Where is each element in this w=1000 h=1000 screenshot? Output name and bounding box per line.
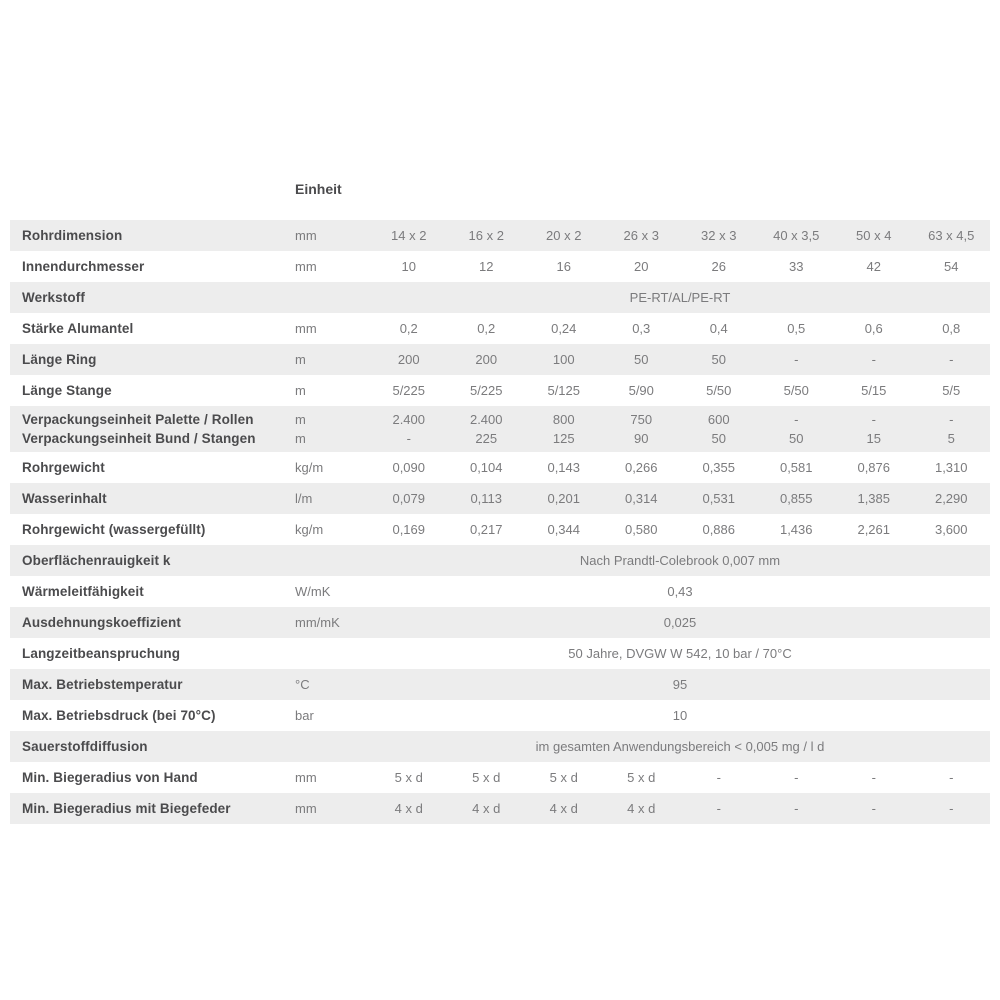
table-row bbox=[10, 282, 990, 313]
value-cell: - bbox=[794, 770, 799, 785]
value-cell: 200 bbox=[397, 352, 420, 367]
value-cell: 0,266 bbox=[624, 460, 658, 475]
value-cell: 0,104 bbox=[469, 460, 503, 475]
row-unit: mm/mK bbox=[295, 615, 340, 630]
row-unit: mm bbox=[295, 228, 317, 243]
value-cell bbox=[525, 406, 603, 452]
row-label: Stärke Alumantel bbox=[22, 321, 134, 336]
value-cell: 0,2 bbox=[399, 321, 418, 336]
value-cell: 0,24 bbox=[551, 321, 577, 336]
table-row bbox=[10, 220, 990, 251]
row-unit bbox=[285, 406, 370, 452]
value-cell bbox=[913, 406, 991, 452]
row-label: Länge Stange bbox=[22, 383, 112, 398]
table-row bbox=[10, 545, 990, 576]
table-row bbox=[10, 483, 990, 514]
value-cell: 0,344 bbox=[547, 522, 581, 537]
value-cell bbox=[448, 406, 526, 452]
value-cell: 100 bbox=[552, 352, 575, 367]
value-cell: 20 x 2 bbox=[546, 228, 582, 243]
row-label: Rohrgewicht bbox=[22, 460, 105, 475]
table-row bbox=[10, 251, 990, 282]
row-label: Oberflächenrauigkeit k bbox=[22, 553, 171, 568]
value-cell: 0,169 bbox=[392, 522, 426, 537]
value-cell: 0,531 bbox=[702, 491, 736, 506]
value-cell: 26 bbox=[711, 259, 726, 274]
row-unit bbox=[285, 638, 370, 669]
value-cell: 1,310 bbox=[934, 460, 968, 475]
value-cell: - bbox=[716, 801, 721, 816]
value-cell: 1,385 bbox=[857, 491, 891, 506]
row-unit bbox=[285, 282, 370, 313]
value-cell: 54 bbox=[944, 259, 959, 274]
row-unit: mm bbox=[295, 770, 317, 785]
row-label: Ausdehnungskoeffizient bbox=[22, 615, 181, 630]
spec-table bbox=[10, 220, 990, 824]
value-line: 225 bbox=[475, 431, 498, 446]
value-cell: 5/50 bbox=[706, 383, 732, 398]
value-cell: 5 x d bbox=[394, 770, 423, 785]
row-label-line: Verpackungseinheit Palette / Rollen bbox=[22, 412, 254, 427]
row-label: Wärmeleitfähigkeit bbox=[22, 584, 144, 599]
value-cell: 0,079 bbox=[392, 491, 426, 506]
value-line: - bbox=[406, 431, 411, 446]
table-row bbox=[10, 344, 990, 375]
row-label: Rohrgewicht (wassergefüllt) bbox=[22, 522, 206, 537]
value-cell: 5/50 bbox=[783, 383, 809, 398]
table-row bbox=[10, 375, 990, 406]
value-cell: 0,580 bbox=[624, 522, 658, 537]
value-cell: 50 x 4 bbox=[856, 228, 892, 243]
table-row bbox=[10, 406, 990, 452]
value-cell: 32 x 3 bbox=[701, 228, 737, 243]
span-value-cell: 10 bbox=[672, 708, 688, 723]
value-line: - bbox=[871, 412, 876, 427]
value-cell: 0,886 bbox=[702, 522, 736, 537]
row-label: Länge Ring bbox=[22, 352, 97, 367]
value-cell bbox=[603, 406, 681, 452]
value-cell: 5/225 bbox=[392, 383, 426, 398]
value-cell: - bbox=[949, 770, 954, 785]
value-cell: 0,581 bbox=[779, 460, 813, 475]
value-cell: 0,855 bbox=[779, 491, 813, 506]
row-label: Wasserinhalt bbox=[22, 491, 107, 506]
table-row bbox=[10, 762, 990, 793]
row-label: Werkstoff bbox=[22, 290, 85, 305]
value-cell: 5/90 bbox=[628, 383, 654, 398]
table-row bbox=[10, 514, 990, 545]
value-line: 5 bbox=[947, 431, 955, 446]
row-label-line: Verpackungseinheit Bund / Stangen bbox=[22, 431, 256, 446]
value-cell: 1,436 bbox=[779, 522, 813, 537]
row-unit: l/m bbox=[295, 491, 313, 506]
row-unit-line: m bbox=[295, 431, 306, 446]
value-cell: 5 x d bbox=[549, 770, 578, 785]
value-cell: 0,2 bbox=[477, 321, 496, 336]
table-row bbox=[10, 793, 990, 824]
value-line: - bbox=[949, 412, 954, 427]
value-line: 90 bbox=[634, 431, 649, 446]
value-cell: - bbox=[794, 801, 799, 816]
table-row bbox=[10, 731, 990, 762]
value-cell: 0,201 bbox=[547, 491, 581, 506]
table-row bbox=[10, 576, 990, 607]
value-cell: - bbox=[716, 770, 721, 785]
value-cell: 4 x d bbox=[627, 801, 656, 816]
value-cell: 4 x d bbox=[394, 801, 423, 816]
value-line: 2.400 bbox=[469, 412, 503, 427]
row-unit bbox=[285, 545, 370, 576]
value-cell: 0,876 bbox=[857, 460, 891, 475]
value-cell bbox=[835, 406, 913, 452]
value-cell: 0,090 bbox=[392, 460, 426, 475]
value-cell: 26 x 3 bbox=[623, 228, 659, 243]
value-line: 125 bbox=[552, 431, 575, 446]
value-cell: 16 bbox=[556, 259, 571, 274]
row-label: Innendurchmesser bbox=[22, 259, 145, 274]
row-label: Min. Biegeradius von Hand bbox=[22, 770, 198, 785]
span-value-cell: im gesamten Anwendungsbereich < 0,005 mg / l d bbox=[535, 739, 825, 754]
value-cell: - bbox=[794, 352, 799, 367]
span-value-cell: 0,025 bbox=[663, 615, 697, 630]
value-cell: 0,6 bbox=[864, 321, 883, 336]
table-row bbox=[10, 700, 990, 731]
table-row bbox=[10, 607, 990, 638]
value-line: 2.400 bbox=[392, 412, 426, 427]
row-unit: mm bbox=[295, 801, 317, 816]
value-cell: 33 bbox=[789, 259, 804, 274]
value-line: 800 bbox=[552, 412, 575, 427]
row-unit: bar bbox=[295, 708, 314, 723]
row-label: Max. Betriebsdruck (bei 70°C) bbox=[22, 708, 216, 723]
value-cell bbox=[758, 406, 836, 452]
row-unit: W/mK bbox=[295, 584, 331, 599]
value-cell: - bbox=[871, 770, 876, 785]
table-row bbox=[10, 638, 990, 669]
value-cell: 50 bbox=[634, 352, 649, 367]
row-unit: kg/m bbox=[295, 522, 324, 537]
value-cell: 0,355 bbox=[702, 460, 736, 475]
value-cell bbox=[370, 406, 448, 452]
row-unit: m bbox=[295, 383, 306, 398]
value-cell: 10 bbox=[401, 259, 416, 274]
row-unit: mm bbox=[295, 321, 317, 336]
value-cell: 14 x 2 bbox=[391, 228, 427, 243]
value-cell: 2,290 bbox=[934, 491, 968, 506]
row-label: Min. Biegeradius mit Biegefeder bbox=[22, 801, 231, 816]
value-cell: 4 x d bbox=[472, 801, 501, 816]
value-cell: - bbox=[949, 801, 954, 816]
table-row bbox=[10, 669, 990, 700]
value-cell: 16 x 2 bbox=[468, 228, 504, 243]
value-cell bbox=[680, 406, 758, 452]
value-cell: 42 bbox=[866, 259, 881, 274]
value-cell: 0,143 bbox=[547, 460, 581, 475]
row-unit bbox=[285, 731, 370, 762]
row-unit-line: m bbox=[295, 412, 306, 427]
value-cell: 5/225 bbox=[469, 383, 503, 398]
value-cell: 5/15 bbox=[861, 383, 887, 398]
row-label bbox=[10, 406, 285, 452]
span-value-cell: 95 bbox=[672, 677, 688, 692]
span-value-cell: Nach Prandtl-Colebrook 0,007 mm bbox=[579, 553, 781, 568]
value-cell: 0,314 bbox=[624, 491, 658, 506]
row-label: Sauerstoffdiffusion bbox=[22, 739, 148, 754]
value-line: - bbox=[794, 412, 799, 427]
row-label: Rohrdimension bbox=[22, 228, 123, 243]
value-cell: 4 x d bbox=[549, 801, 578, 816]
span-value-cell: PE-RT/AL/PE-RT bbox=[629, 290, 731, 305]
value-line: 15 bbox=[866, 431, 881, 446]
spec-table-body bbox=[10, 220, 990, 824]
row-label: Max. Betriebstemperatur bbox=[22, 677, 183, 692]
value-cell: 5 x d bbox=[472, 770, 501, 785]
span-value-cell: 0,43 bbox=[667, 584, 693, 599]
value-cell: 200 bbox=[475, 352, 498, 367]
value-cell: 2,261 bbox=[857, 522, 891, 537]
value-cell: 0,5 bbox=[787, 321, 806, 336]
value-cell: 0,8 bbox=[942, 321, 961, 336]
table-row bbox=[10, 313, 990, 344]
row-label: Langzeitbeanspruchung bbox=[22, 646, 181, 661]
value-cell: 0,113 bbox=[470, 491, 503, 506]
value-cell: 3,600 bbox=[934, 522, 968, 537]
value-cell: - bbox=[949, 352, 954, 367]
value-line: 750 bbox=[630, 412, 653, 427]
value-cell: 63 x 4,5 bbox=[928, 228, 975, 243]
unit-column-title: Einheit bbox=[295, 181, 342, 197]
value-cell: 20 bbox=[634, 259, 649, 274]
value-line: 50 bbox=[711, 431, 726, 446]
value-cell: - bbox=[871, 352, 876, 367]
row-unit: °C bbox=[295, 677, 310, 692]
value-cell: 5 x d bbox=[627, 770, 656, 785]
value-line: 50 bbox=[789, 431, 804, 446]
value-cell: 12 bbox=[479, 259, 494, 274]
row-unit: kg/m bbox=[295, 460, 324, 475]
span-value-cell: 50 Jahre, DVGW W 542, 10 bar / 70°C bbox=[568, 646, 792, 661]
value-cell: 5/125 bbox=[547, 383, 581, 398]
value-cell: - bbox=[871, 801, 876, 816]
value-cell: 40 x 3,5 bbox=[773, 228, 820, 243]
value-line: 600 bbox=[707, 412, 730, 427]
value-cell: 0,4 bbox=[709, 321, 728, 336]
row-unit: m bbox=[295, 352, 306, 367]
value-cell: 50 bbox=[711, 352, 726, 367]
value-cell: 0,217 bbox=[469, 522, 503, 537]
value-cell: 5/5 bbox=[942, 383, 961, 398]
row-unit: mm bbox=[295, 259, 317, 274]
table-row bbox=[10, 452, 990, 483]
value-cell: 0,3 bbox=[632, 321, 651, 336]
